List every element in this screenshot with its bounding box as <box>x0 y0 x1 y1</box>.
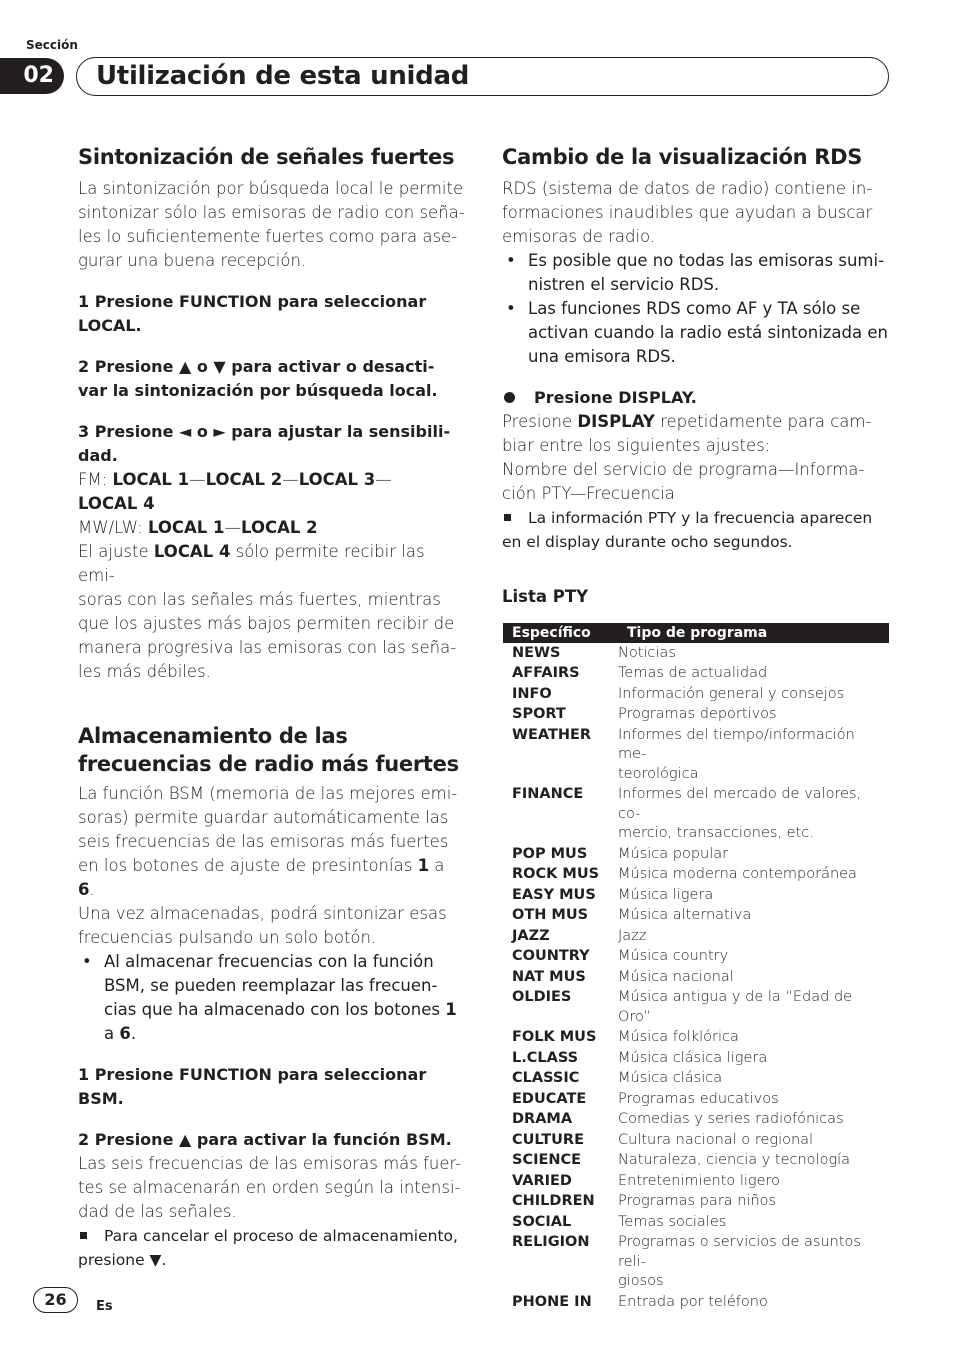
program-type-cell: Noticias <box>618 644 676 661</box>
table-row <box>503 705 889 726</box>
pty-code-cell: OTH MUS <box>512 907 589 923</box>
pty-code-cell: WEATHER <box>512 726 592 743</box>
text-line: les más débiles. <box>78 662 211 681</box>
text-line: emisoras de radio. <box>502 227 656 246</box>
text-line <box>104 998 466 1022</box>
display-step <box>502 386 890 410</box>
program-type-cell: Música nacional <box>618 968 734 985</box>
bsm-step-1 <box>78 1063 466 1111</box>
program-type-cell: Música alternativa <box>618 907 752 923</box>
text-line: presione ▼. <box>78 1251 167 1269</box>
table-row <box>503 785 889 845</box>
text-line: en el display durante ocho segundos. <box>502 533 793 551</box>
bsm-step-2 <box>78 1128 466 1224</box>
fm-settings-line <box>78 468 466 492</box>
table-header-row <box>503 623 889 643</box>
table-row <box>503 988 889 1028</box>
heading-line: Almacenamiento de las <box>78 724 348 748</box>
setting-local-1: LOCAL 1 <box>147 518 225 537</box>
program-type-cell: Programas para niños <box>618 1193 777 1209</box>
program-type-cell: Entretenimiento ligero <box>618 1172 781 1189</box>
setting-local-2: LOCAL 2 <box>241 518 318 537</box>
mw-prefix: MW/LW: <box>78 518 148 537</box>
table-row <box>503 1151 889 1172</box>
text-line <box>78 854 466 902</box>
pty-code-cell: COUNTRY <box>512 948 590 964</box>
program-type-cell: Música clásica ligera <box>618 1049 768 1066</box>
step-3 <box>78 420 466 468</box>
table-row <box>503 1130 889 1151</box>
page-number: 26 <box>33 1287 78 1313</box>
text-line: Nombre del servicio de programa—Informa- <box>502 460 865 479</box>
pty-table <box>503 623 889 1313</box>
text-line: • Las funciones RDS como AF y TA sólo se <box>528 299 861 318</box>
dash: — <box>224 518 242 537</box>
program-type-cell: Programas deportivos <box>618 706 777 722</box>
table-row <box>503 684 889 705</box>
table-row <box>503 967 889 988</box>
step-line: BSM. <box>78 1089 124 1108</box>
table-row <box>503 725 889 785</box>
pty-code-cell: RELIGION <box>512 1234 590 1250</box>
text-line: que los ajustes más bajos permiten recibir de <box>78 614 455 633</box>
note-square-icon <box>504 514 511 521</box>
table-row <box>503 865 889 886</box>
text-line: Las seis frecuencias de las emisoras más fuer- <box>78 1154 462 1173</box>
table-row <box>503 1212 889 1233</box>
step-line: LOCAL. <box>78 316 142 335</box>
table-row <box>503 643 889 664</box>
table-row <box>503 1089 889 1110</box>
rds-intro <box>502 177 890 249</box>
heading-pty-list: Lista PTY <box>502 587 589 606</box>
program-type-cell: Música moderna contemporánea <box>618 866 857 882</box>
text-line: frecuencias pulsando un solo botón. <box>78 928 377 947</box>
bullet-item <box>502 297 890 369</box>
pty-code-cell: NAT MUS <box>512 968 586 985</box>
text-line: • Es posible que no todas las emisoras sumi- <box>528 251 885 270</box>
step-1 <box>78 290 466 338</box>
fm-settings-line-2 <box>78 492 466 516</box>
program-type-cell: Música popular <box>618 845 729 862</box>
text-line: ción PTY—Frecuencia <box>502 484 675 503</box>
pty-code-cell: AFFAIRS <box>512 665 580 681</box>
note-cancel <box>78 1224 466 1272</box>
text-line: soras) permite guardar automáticamente las <box>78 808 449 827</box>
heading-rds-display: Cambio de la visualización RDS <box>502 145 863 169</box>
dash: — <box>375 470 392 489</box>
step-line: dad. <box>78 446 118 465</box>
step-line: 1 Presione FUNCTION para seleccionar <box>78 292 427 311</box>
program-type-cell: Temas de actualidad <box>618 665 768 681</box>
step-line: 2 Presione ▲ para activar la función BSM. <box>78 1130 452 1149</box>
setting-local-4: LOCAL 4 <box>78 494 155 513</box>
program-type-cell: Comedias y series radiofónicas <box>618 1111 844 1127</box>
table-row <box>503 1292 889 1313</box>
text-line: una emisora RDS. <box>528 347 676 366</box>
pty-code-cell: EDUCATE <box>512 1090 587 1107</box>
strong-signal-intro <box>78 177 466 273</box>
text-line: Para cancelar el proceso de almacenamiento, <box>104 1227 458 1245</box>
step-line: 3 Presione ◄ o ► para ajustar la sensibili- <box>78 422 451 441</box>
pty-code-cell: SOCIAL <box>512 1213 572 1230</box>
pty-code-cell: EASY MUS <box>512 886 596 903</box>
pty-code-cell: DRAMA <box>512 1111 573 1127</box>
text-line: soras con las señales más fuertes, mientras <box>78 590 441 609</box>
dash: — <box>189 470 206 489</box>
table-row <box>503 1233 889 1293</box>
text-line: • Al almacenar frecuencias con la función <box>104 952 434 971</box>
heading-bsm <box>78 722 466 778</box>
dash: — <box>282 470 299 489</box>
program-type-cell: Jazz <box>618 927 647 944</box>
step-line: var la sintonización por búsqueda local. <box>78 381 438 400</box>
pty-code-cell: SPORT <box>512 706 566 722</box>
text-run: en los botones de ajuste de presintonías <box>78 856 418 875</box>
pty-code-cell: ROCK MUS <box>512 866 600 882</box>
pty-code-cell: FINANCE <box>512 786 584 802</box>
bullet-item <box>78 950 466 1046</box>
program-type-cell: Música folklórica <box>618 1029 739 1045</box>
program-type-cell: Cultura nacional o regional <box>618 1131 814 1148</box>
text-line: activan cuando la radio está sintonizada en <box>528 323 888 342</box>
column-header-program-type: Tipo de programa <box>618 623 889 643</box>
text-run-bold: 1 <box>445 1000 457 1019</box>
program-type-cell: Música clásica <box>618 1070 723 1086</box>
text-run-bold: 6 <box>119 1024 131 1043</box>
section-label: Sección <box>26 38 78 52</box>
program-type-cell: Programas educativos <box>618 1090 779 1107</box>
text-line: La información PTY y la frecuencia aparecen <box>528 509 873 527</box>
heading-line: frecuencias de radio más fuertes <box>78 752 459 776</box>
text-run: a <box>429 856 445 875</box>
step-dot-icon <box>504 392 515 403</box>
text-run: El ajuste <box>78 542 154 561</box>
pty-code-cell: NEWS <box>512 644 561 661</box>
text-run: sólo permite recibir las emi- <box>78 542 425 585</box>
pty-code-cell: VARIED <box>512 1172 572 1189</box>
text-line: biar entre los siguientes ajustes: <box>502 436 771 455</box>
table-row <box>503 926 889 947</box>
column-header-specific: Específico <box>503 623 618 643</box>
note-pty-info <box>502 506 890 554</box>
program-type-cell: Informes del mercado de valores, co- mercio, transacciones, etc. <box>618 786 862 841</box>
program-type-cell: Naturaleza, ciencia y tecnología <box>618 1152 851 1168</box>
text-line: formaciones inaudibles que ayudan a buscar <box>502 203 873 222</box>
left-column <box>78 143 466 1272</box>
text-run-bold: LOCAL 4 <box>153 542 231 561</box>
text-run-bold: 6 <box>78 880 90 899</box>
table-row <box>503 1069 889 1090</box>
note-square-icon <box>80 1232 87 1239</box>
step-line: 2 Presione ▲ o ▼ para activar o desacti- <box>78 357 435 376</box>
pty-code-cell: JAZZ <box>512 927 550 944</box>
program-type-cell: Programas o servicios de asuntos reli- giosos <box>618 1234 861 1289</box>
page-title: Utilización de esta unidad <box>96 61 470 91</box>
program-type-cell: Entrada por teléfono <box>618 1293 768 1310</box>
text-line: gurar una buena recepción. <box>78 251 307 270</box>
heading-strong-signal-tuning: Sintonización de señales fuertes <box>78 145 455 169</box>
pty-code-cell: SCIENCE <box>512 1152 582 1168</box>
pty-code-cell: FOLK MUS <box>512 1029 597 1045</box>
text-line <box>104 1022 466 1046</box>
table-row <box>503 1192 889 1213</box>
pty-code-cell: CHILDREN <box>512 1193 595 1209</box>
text-line: BSM, se pueden reemplazar las frecuen- <box>104 976 438 995</box>
step-2 <box>78 355 466 403</box>
table-row <box>503 844 889 865</box>
setting-local-3: LOCAL 3 <box>298 470 376 489</box>
text-line: nistren el servicio RDS. <box>528 275 720 294</box>
setting-local-1: LOCAL 1 <box>112 470 190 489</box>
table-row <box>503 885 889 906</box>
text-run-bold: DISPLAY <box>577 412 655 431</box>
step-text: Presione DISPLAY. <box>534 388 697 407</box>
table-row <box>503 1028 889 1049</box>
text-line: sintonizar sólo las emisoras de radio con seña- <box>78 203 465 222</box>
program-type-cell: Música country <box>618 948 729 964</box>
table-row <box>503 1110 889 1131</box>
text-run: cias que ha almacenado con los botones <box>104 1000 446 1019</box>
program-type-cell: Temas sociales <box>618 1213 727 1230</box>
text-run: a <box>104 1024 120 1043</box>
text-line <box>502 410 890 434</box>
table-row <box>503 1171 889 1192</box>
pty-code-cell: POP MUS <box>512 845 588 862</box>
text-run: . <box>89 880 95 899</box>
table-row <box>503 1048 889 1069</box>
bullet-item <box>502 249 890 297</box>
program-type-cell: Música ligera <box>618 886 714 903</box>
program-type-cell: Música antigua y de la “Edad de Oro” <box>618 989 853 1025</box>
bsm-intro <box>78 782 466 950</box>
pty-code-cell: CLASSIC <box>512 1070 580 1086</box>
program-type-cell: Información general y consejos <box>618 685 845 702</box>
text-line: RDS (sistema de datos de radio) contiene in- <box>502 179 873 198</box>
pty-code-cell: OLDIES <box>512 989 572 1005</box>
step-line: 1 Presione FUNCTION para seleccionar <box>78 1065 427 1084</box>
text-line: Una vez almacenadas, podrá sintonizar esas <box>78 904 447 923</box>
text-line: dad de las señales. <box>78 1202 237 1221</box>
setting-local-2: LOCAL 2 <box>205 470 283 489</box>
table-row <box>503 664 889 685</box>
right-column <box>502 143 890 1313</box>
program-type-cell: Informes del tiempo/información me- teorológica <box>618 726 855 782</box>
language-code: Es <box>96 1299 113 1314</box>
pty-table-body <box>503 643 889 1313</box>
pty-code-cell: PHONE IN <box>512 1293 592 1310</box>
table-row <box>503 906 889 927</box>
section-number-badge: 02 <box>0 58 64 94</box>
pty-code-cell: CULTURE <box>512 1131 584 1148</box>
text-line: les lo suficientemente fuertes como para ase- <box>78 227 458 246</box>
text-line: seis frecuencias de las emisoras más fuertes <box>78 832 449 851</box>
pty-code-cell: INFO <box>512 685 552 702</box>
text-line: tes se almacenarán en orden según la intensi- <box>78 1178 461 1197</box>
text-line: manera progresiva las emisoras con las seña- <box>78 638 457 657</box>
text-line: La función BSM (memoria de las mejores emi- <box>78 784 458 803</box>
pty-code-cell: L.CLASS <box>512 1049 579 1066</box>
text-run: . <box>130 1024 137 1043</box>
text-line <box>78 540 466 588</box>
text-run: repetidamente para cam- <box>654 412 872 431</box>
mw-settings-line <box>78 516 466 540</box>
fm-prefix: FM: <box>78 470 113 489</box>
text-run-bold: 1 <box>417 856 430 875</box>
text-line: La sintonización por búsqueda local le permite <box>78 179 464 198</box>
table-row <box>503 947 889 968</box>
text-run: Presione <box>502 412 578 431</box>
